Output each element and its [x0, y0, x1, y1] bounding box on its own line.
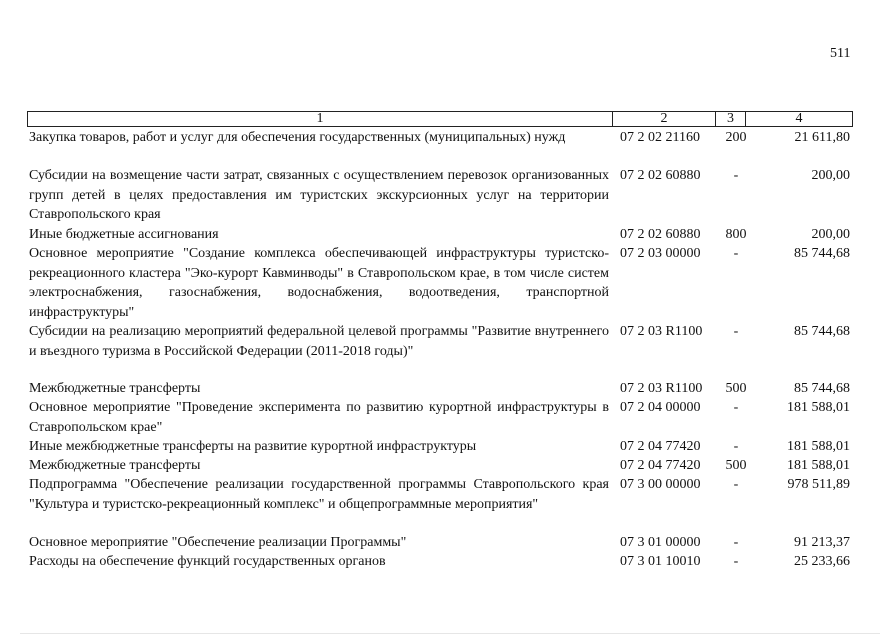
row-sum: 91 213,37 [794, 535, 850, 550]
row-description: Субсидии на возмещение части затрат, связанных с осуществлением перевозок организованных групп детей в целях предоставления им туристских экскурсионных услуг на территории Ставропольского края [29, 168, 609, 222]
row-code: 07 2 02 60880 [620, 227, 701, 242]
row-code: 07 2 04 00000 [620, 400, 701, 415]
row-description: Закупка товаров, работ и услуг для обеспечения государственных (муниципальных) нужд [29, 130, 566, 145]
row-kvr: 200 [725, 130, 747, 145]
row-description: Иные межбюджетные трансферты на развитие курортной инфраструктуры [29, 439, 477, 454]
row-kvr: - [733, 535, 739, 550]
row-description: Расходы на обеспечение функций государственных органов [29, 554, 386, 569]
row-kvr: - [733, 439, 739, 454]
row-kvr: - [733, 400, 739, 415]
header-col-4: 4 [795, 111, 803, 126]
row-sum: 85 744,68 [794, 246, 850, 261]
row-kvr: 500 [725, 381, 747, 396]
row-code: 07 2 02 21160 [620, 130, 700, 145]
page-number: 511 [830, 46, 851, 61]
row-kvr: - [733, 324, 739, 339]
row-sum: 181 588,01 [787, 400, 850, 415]
header-col-2: 2 [613, 112, 716, 126]
row-code: 07 3 01 10010 [620, 554, 701, 569]
row-kvr: - [733, 477, 739, 492]
row-code: 07 2 03 R1100 [620, 381, 703, 396]
row-code: 07 2 03 R1100 [620, 324, 703, 339]
row-kvr: 500 [725, 458, 747, 473]
row-code: 07 2 02 60880 [620, 168, 701, 183]
row-code: 07 3 00 00000 [620, 477, 701, 492]
row-description: Основное мероприятие "Проведение эксперимента по развитию курортной инфраструктуры в Ставропольском крае" [29, 400, 609, 435]
page-edge-divider [20, 633, 880, 634]
row-description: Подпрограмма "Обеспечение реализации государственной программы Ставропольского края "Культура и туристско-рекреационный комплекс" и общепрограммные мероприятия" [29, 477, 609, 512]
row-code: 07 2 03 00000 [620, 246, 701, 261]
row-description: Основное мероприятие "Обеспечение реализации Программы" [29, 535, 407, 550]
row-kvr: - [733, 168, 739, 183]
row-description: Субсидии на реализацию мероприятий федеральной целевой программы "Развитие внутреннего и въездного туризма в Российской Федерации (2011-2018 годы)" [29, 324, 609, 359]
row-description: Межбюджетные трансферты [29, 458, 201, 473]
row-description: Основное мероприятие "Создание комплекса обеспечивающей инфраструктуры туристско-рекреационного кластера "Эко-курорт Кавминводы" в Ставропольском крае, в том числе систем электроснабжения, газоснабжения, водоснабжения, водоотведения, транспортной инфраструктуры" [29, 246, 609, 320]
header-col-1: 1 [28, 112, 613, 126]
row-kvr: 800 [725, 227, 747, 242]
row-sum: 181 588,01 [787, 458, 850, 473]
row-sum: 21 611,80 [794, 130, 850, 145]
row-kvr: - [733, 554, 739, 569]
row-sum: 181 588,01 [787, 439, 850, 454]
row-description: Межбюджетные трансферты [29, 381, 201, 396]
row-sum: 978 511,89 [787, 477, 850, 492]
row-kvr: - [733, 246, 739, 261]
header-col-3: 3 [716, 112, 746, 126]
row-sum: 25 233,66 [794, 554, 850, 569]
row-code: 07 2 04 77420 [620, 458, 701, 473]
row-code: 07 2 04 77420 [620, 439, 701, 454]
row-description: Иные бюджетные ассигнования [29, 227, 219, 242]
row-sum: 85 744,68 [794, 381, 850, 396]
row-sum: 200,00 [811, 168, 850, 183]
row-sum: 200,00 [811, 227, 850, 242]
row-code: 07 3 01 00000 [620, 535, 701, 550]
row-sum: 85 744,68 [794, 324, 850, 339]
table-header [27, 111, 853, 127]
